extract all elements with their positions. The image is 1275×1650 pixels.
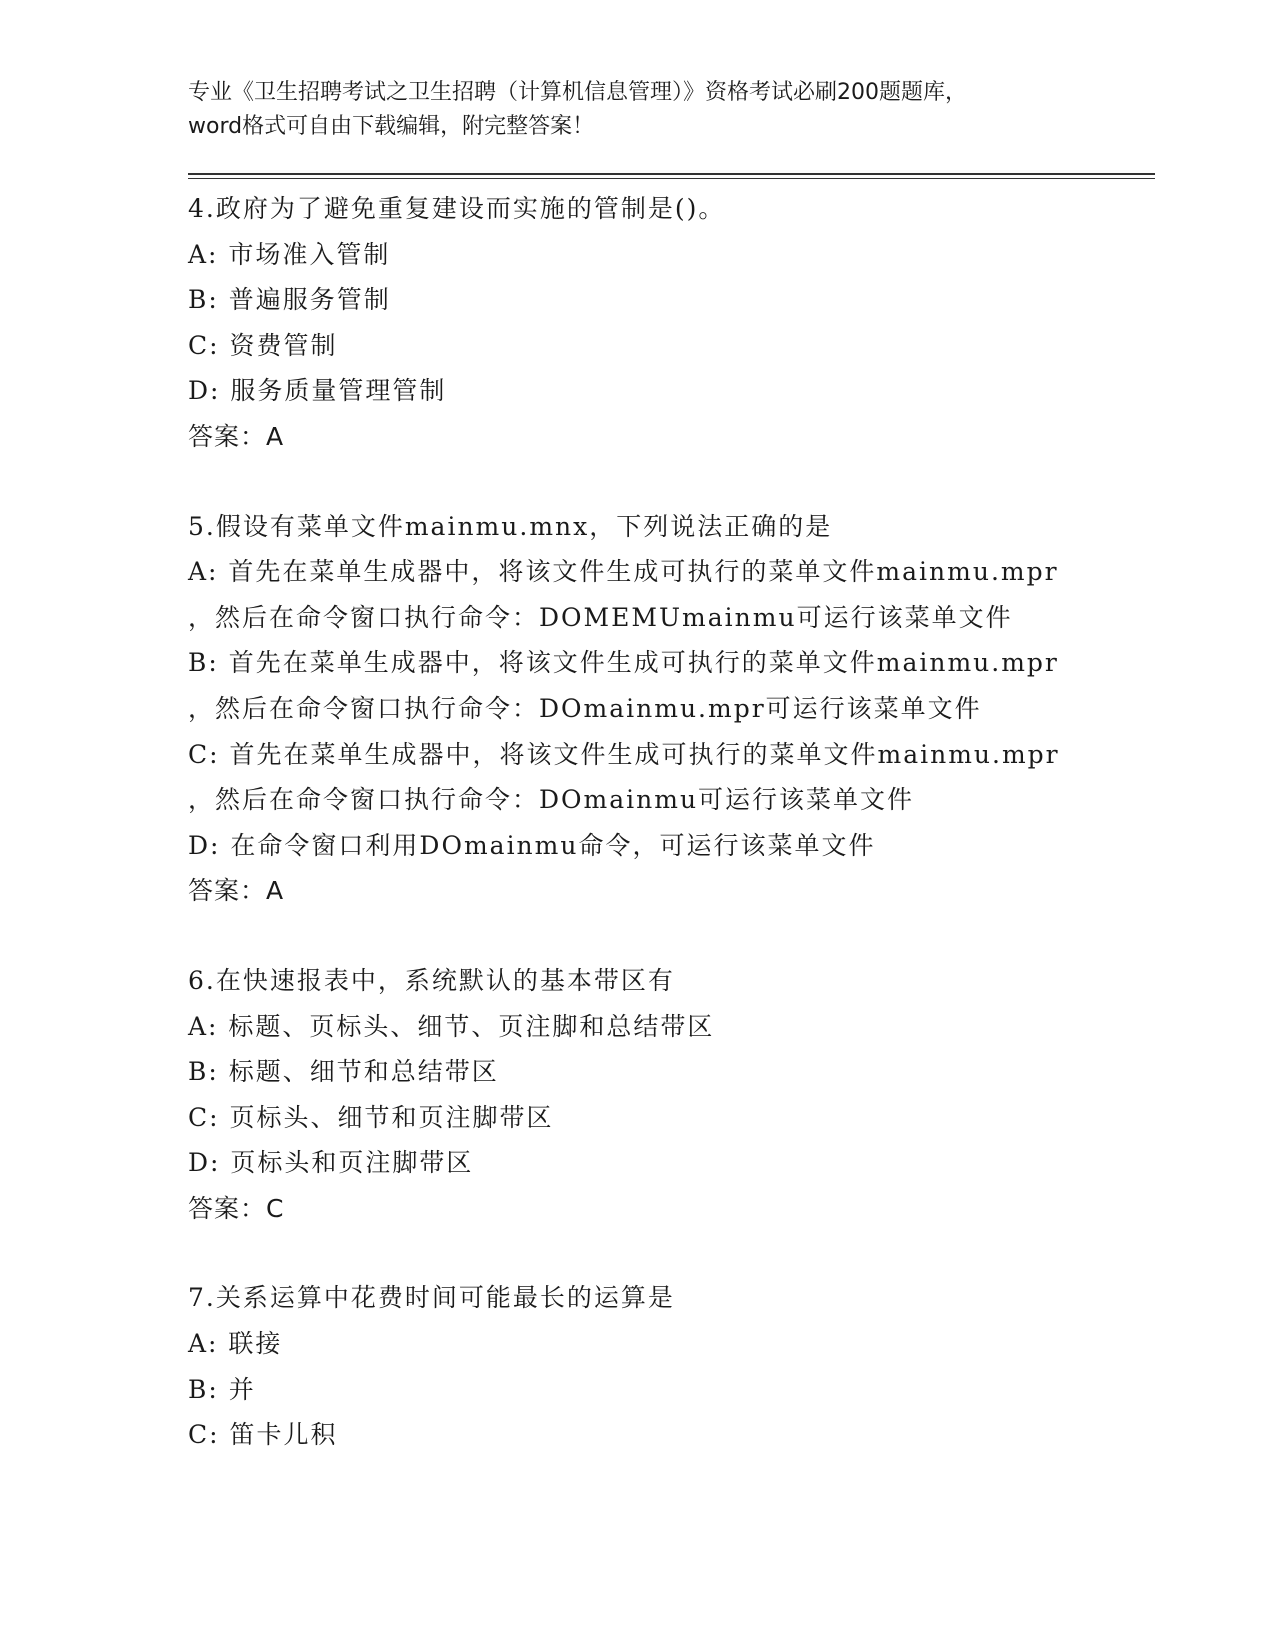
header-divider-bottom — [188, 178, 1155, 179]
question-6 — [188, 958, 1148, 1232]
question-5 — [188, 504, 1148, 914]
answer-line: 答案：A — [188, 421, 285, 451]
option-a: A: 标题、页标头、细节、页注脚和总结带区 — [188, 1011, 715, 1041]
option-b: B: 并 — [188, 1374, 256, 1404]
option-a-continued: ，然后在命令窗口执行命令：DOMEMUmainmu可运行该菜单文件 — [188, 602, 1013, 632]
question-stem: 4.政府为了避免重复建设而实施的管制是()。 — [188, 194, 726, 223]
option-a: A: 市场准入管制 — [188, 239, 391, 269]
question-stem: 7.关系运算中花费时间可能最长的运算是 — [188, 1283, 675, 1313]
header-line-2: word格式可自由下载编辑，附完整答案！ — [188, 114, 595, 139]
answer-line: 答案：C — [188, 1193, 285, 1223]
option-c: C: 资费管制 — [188, 330, 338, 360]
option-a: A: 联接 — [188, 1329, 283, 1359]
option-b: B: 普遍服务管制 — [188, 285, 391, 315]
option-b: B: 首先在菜单生成器中，将该文件生成可执行的菜单文件mainmu.mpr — [188, 648, 1059, 678]
option-c: C: 笛卡儿积 — [188, 1420, 338, 1450]
option-b: B: 标题、细节和总结带区 — [188, 1057, 499, 1087]
answer-line: 答案：A — [188, 876, 285, 906]
option-a: A: 首先在菜单生成器中，将该文件生成可执行的菜单文件mainmu.mpr — [188, 557, 1059, 587]
header-line-1: 专业《卫生招聘考试之卫生招聘（计算机信息管理）》资格考试必刷200题题库， — [188, 80, 967, 105]
header-divider-top — [188, 173, 1155, 175]
question-list — [188, 186, 1148, 1502]
option-b-continued: ，然后在命令窗口执行命令：DOmainmu.mpr可运行该菜单文件 — [188, 693, 982, 723]
option-d: D: 服务质量管理管制 — [188, 376, 447, 406]
question-4 — [188, 186, 1148, 460]
document-header — [188, 76, 1148, 144]
option-d: D: 在命令窗口利用DOmainmu命令，可运行该菜单文件 — [188, 830, 876, 860]
option-c-continued: ，然后在命令窗口执行命令：DOmainmu可运行该菜单文件 — [188, 785, 915, 815]
question-stem: 6.在快速报表中，系统默认的基本带区有 — [188, 965, 675, 995]
option-c: C: 页标头、细节和页注脚带区 — [188, 1102, 554, 1132]
question-7 — [188, 1275, 1148, 1457]
option-c: C: 首先在菜单生成器中，将该文件生成可执行的菜单文件mainmu.mpr — [188, 739, 1060, 769]
option-d: D: 页标头和页注脚带区 — [188, 1148, 474, 1178]
question-stem: 5.假设有菜单文件mainmu.mnx，下列说法正确的是 — [188, 511, 833, 541]
